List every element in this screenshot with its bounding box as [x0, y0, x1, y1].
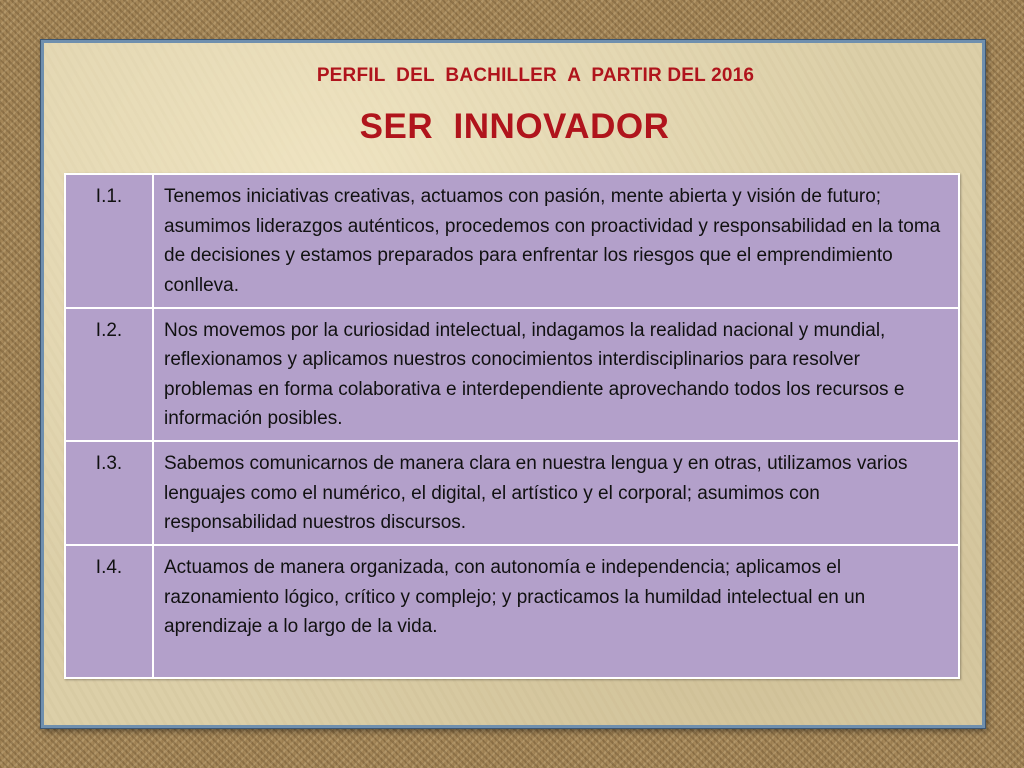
row-description: Actuamos de manera organizada, con autonomía e independencia; aplicamos el razonamiento lógico, crítico y complejo; y practicamos la humildad intelectual en un aprendizaje a lo largo de la vida. [153, 545, 959, 678]
row-description: Tenemos iniciativas creativas, actuamos con pasión, mente abierta y visión de futuro; asumimos liderazgos auténticos, procedemos con proactividad y responsabilidad en la toma de decisiones y estamos preparados para enfrentar los riesgos que el emprendimiento conlleva. [153, 174, 959, 308]
row-description: Sabemos comunicarnos de manera clara en nuestra lengua y en otras, utilizamos varios lenguajes como el numérico, el digital, el artístico y el corporal; asumimos con responsabilidad nuestros discursos. [153, 441, 959, 545]
profile-table [64, 173, 960, 679]
row-code: I.2. [65, 308, 153, 442]
slide-subtitle: PERFIL DEL BACHILLER A PARTIR DEL 2016 [316, 65, 755, 86]
slide [41, 40, 985, 728]
table-row [65, 545, 959, 678]
row-description: Nos movemos por la curiosidad intelectual, indagamos la realidad nacional y mundial, reflexionamos y aplicamos nuestros conocimientos interdisciplinarios para resolver problemas en forma colaborativa e interdependiente aprovechando todos los recursos e información posibles. [153, 308, 959, 442]
table-row [65, 441, 959, 545]
slide-title: SER INNOVADOR [359, 107, 670, 146]
row-code: I.1. [65, 174, 153, 308]
row-code: I.3. [65, 441, 153, 545]
table-row [65, 174, 959, 308]
table-row [65, 308, 959, 442]
row-code: I.4. [65, 545, 153, 678]
